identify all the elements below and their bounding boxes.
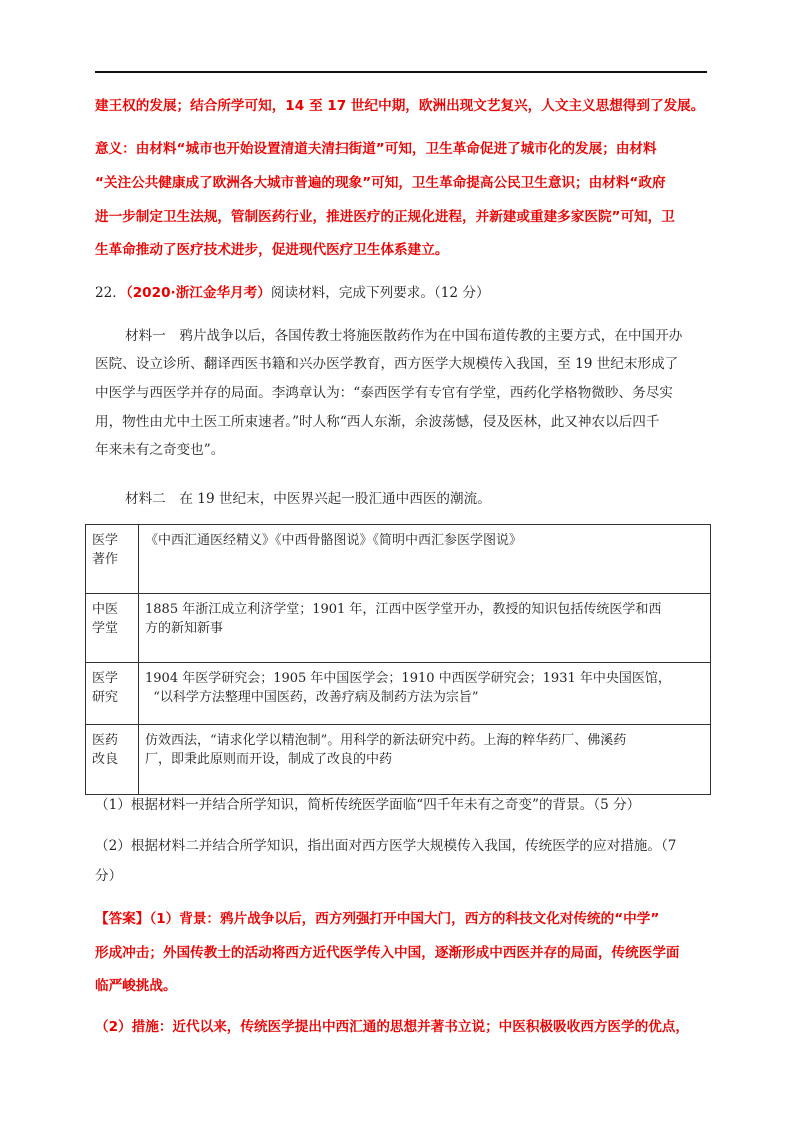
- material-line: 用，物性由尤中土医工所束速者。”时人称“西人东渐，余波荡憾，侵及医林，此又神农以后四千: [95, 414, 660, 430]
- value-text: 厂，即秉此原则而开设，制成了改良的中药: [145, 752, 393, 767]
- material-two-intro: 材料二 在 19 世纪末，中医界兴起一股汇通中西医的潮流。: [125, 491, 491, 507]
- sub-question-1: （1）根据材料一并结合所学知识，简析传统医学面临“四千年未有之奇变”的背景。（5 分）: [95, 797, 641, 813]
- table-row: [86, 594, 711, 663]
- answer-prev-line: 建王权的发展；结合所学可知，14 至 17 世纪中期，欧洲出现文艺复兴，人文主义思想得到了发展。: [95, 98, 705, 114]
- answer-line: 临严峻挑战。: [95, 978, 177, 994]
- header-rule: [95, 71, 707, 73]
- key-text: 医药: [92, 733, 119, 748]
- answer-line: （2）措施：近代以来，传统医学提出中西汇通的思想并著书立说；中医积极吸收西方医学的优点，: [95, 1019, 689, 1035]
- material-line: 材料一 鸦片战争以后，各国传教士将施医散药作为在中国布道传教的主要方式，在中国开办: [125, 328, 683, 344]
- key-text: 医学: [92, 671, 119, 686]
- question-header: [95, 284, 490, 302]
- answer-prev-line: “关注公共健康成了欧洲各大城市普遍的现象”可知，卫生革命提高公民卫生意识；由材料“政府: [95, 175, 666, 191]
- material-line: 医院、设立诊所、翻译西医书籍和兴办医学教育，西方医学大规模传入我国，至 19 世纪末形成了: [95, 356, 679, 372]
- answer-prev-line: 意义：由材料“城市也开始设置清道夫清扫街道”可知，卫生革命促进了城市化的发展；由材料: [95, 141, 657, 157]
- table-value-cell: [139, 525, 711, 594]
- question-prompt: 阅读材料，完成下列要求。（12 分）: [270, 285, 490, 301]
- key-text: 医学: [92, 533, 119, 548]
- question-source: （2020·浙江金华月考）: [125, 285, 271, 301]
- answer-tag: 【答案】: [95, 911, 150, 927]
- table-key-cell: [86, 594, 139, 663]
- answer-text: （1）背景：鸦片战争以后，西方列强打开中国大门，西方的科技文化对传统的“中学”: [149, 911, 660, 927]
- key-text: 研究: [92, 690, 119, 705]
- material-two-table: [85, 524, 711, 795]
- table-key-cell: [86, 725, 139, 795]
- key-text: 改良: [92, 752, 119, 767]
- table-key-cell: [86, 663, 139, 725]
- value-text: 1904 年医学研究会；1905 年中国医学会；1910 中西医学研究会；1931 年中央国医馆，: [145, 671, 671, 686]
- table-value-cell: [139, 725, 711, 795]
- table-key-cell: [86, 525, 139, 594]
- answer-prev-line: 生革命推动了医疗技术进步，促进现代医疗卫生体系建立。: [95, 242, 449, 258]
- table-value-cell: [139, 663, 711, 725]
- answer-line: [95, 910, 659, 928]
- table-row: [86, 725, 711, 795]
- value-text: “以科学方法整理中国医药，改善疗病及制药方法为宗旨”: [153, 690, 479, 705]
- table-value-cell: [139, 594, 711, 663]
- value-text: 方的新知新事: [145, 621, 224, 636]
- sub-question-2-cont: 分）: [95, 868, 123, 884]
- material-line: 年来未有之奇变也”。: [95, 442, 225, 458]
- key-text: 中医: [92, 602, 119, 617]
- question-number: 22．: [95, 285, 126, 301]
- key-text: 学堂: [92, 621, 119, 636]
- sub-question-2: （2）根据材料二并结合所学知识，指出面对西方医学大规模传入我国，传统医学的应对措施。（7: [95, 838, 677, 854]
- value-text: 《中西汇通医经精义》《中西骨骼图说》《简明中西汇参医学图说》: [145, 533, 523, 548]
- table-row: [86, 525, 711, 594]
- material-line: 中医学与西医学并存的局面。李鸿章认为：“泰西医学有专官有学堂，西药化学格物微眇、务尽实: [95, 385, 673, 401]
- answer-prev-line: 进一步制定卫生法规，管制医药行业，推进医疗的正规化进程，并新建或重建多家医院”可知，卫: [95, 209, 675, 225]
- value-text: 仿效西法，“请求化学以精泡制”。用科学的新法研究中药。上海的粹华药厂、佛溪药: [145, 733, 627, 748]
- key-text: 著作: [92, 552, 119, 567]
- table-row: [86, 663, 711, 725]
- answer-line: 形成冲击；外国传教士的活动将西方近代医学传入中国，逐渐形成中西医并存的局面，传统医学面: [95, 945, 680, 961]
- value-text: 1885 年浙江成立利济学堂；1901 年，江西中医学堂开办，教授的知识包括传统医学和西: [145, 602, 662, 617]
